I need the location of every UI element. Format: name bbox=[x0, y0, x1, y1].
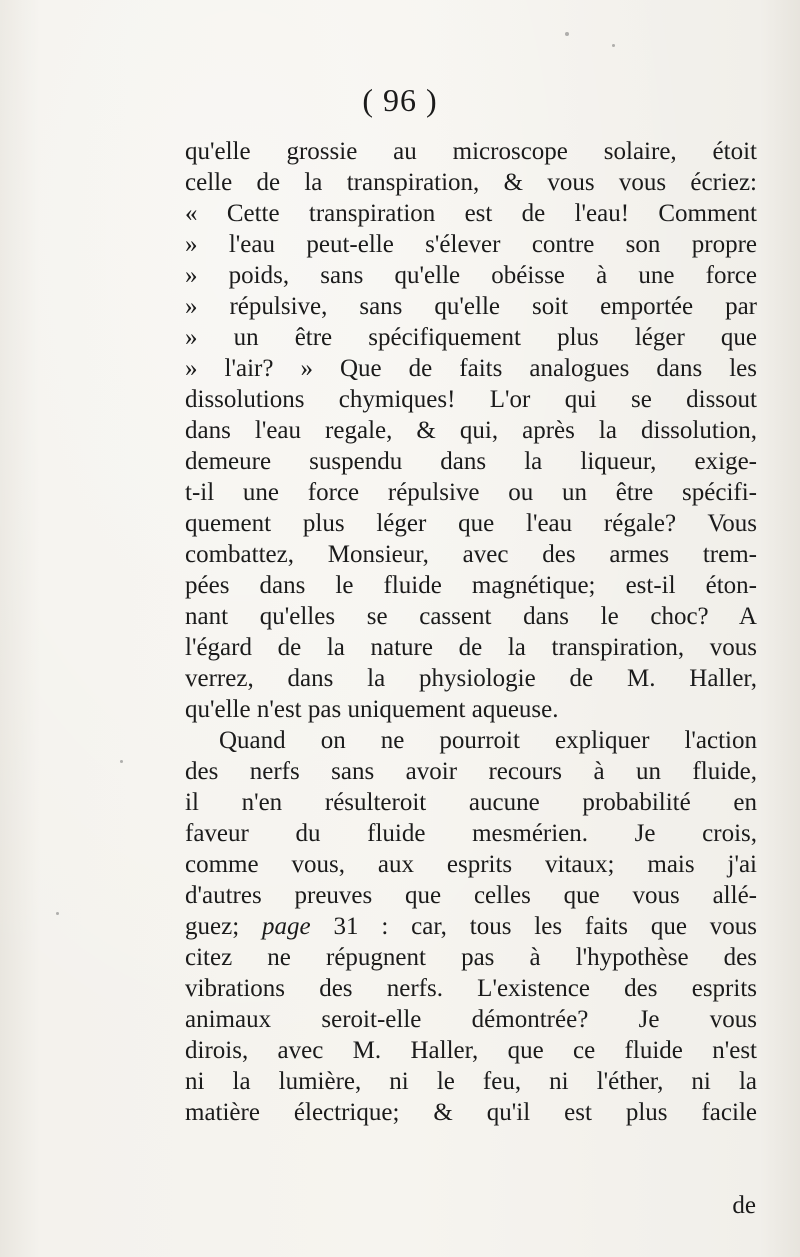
text-line: demeure suspendu dans la liqueur, exige- bbox=[185, 448, 757, 475]
text-line: citez ne répugnent pas à l'hypothèse des bbox=[185, 944, 757, 971]
text-line: dirois, avec M. Haller, que ce fluide n'est bbox=[185, 1037, 757, 1064]
text-line: qu'elle n'est pas uniquement aqueuse. bbox=[185, 696, 559, 723]
text-line: ni la lumière, ni le feu, ni l'éther, ni la bbox=[185, 1068, 757, 1095]
catchword: de bbox=[732, 1192, 756, 1219]
text-line: guez; page 31 : car, tous les faits que vous bbox=[185, 913, 757, 940]
text-line: il n'en résulteroit aucune probabilité en bbox=[185, 789, 757, 816]
text-line: des nerfs sans avoir recours à un fluide, bbox=[185, 758, 757, 785]
text-line: » l'air? » Que de faits analogues dans les bbox=[185, 355, 757, 382]
text-line: « Cette transpiration est de l'eau! Comment bbox=[185, 200, 757, 227]
text-line: faveur du fluide mesmérien. Je crois, bbox=[185, 820, 757, 847]
text-line: t-il une force répulsive ou un être spécifi- bbox=[185, 479, 757, 506]
text-line: dans l'eau regale, & qui, après la dissolution, bbox=[185, 417, 757, 444]
page-number: ( 96 ) bbox=[362, 82, 438, 118]
text-line: matière électrique; & qu'il est plus facile bbox=[185, 1099, 757, 1126]
text-line: verrez, dans la physiologie de M. Haller, bbox=[185, 665, 757, 692]
text-line: dissolutions chymiques! L'or qui se dissout bbox=[185, 386, 757, 413]
ink-speck bbox=[120, 760, 123, 763]
italic-word: page bbox=[262, 913, 311, 940]
text-line: animaux seroit-elle démontrée? Je vous bbox=[185, 1006, 757, 1033]
text-line: Quand on ne pourroit expliquer l'action bbox=[219, 727, 757, 754]
text-line: combattez, Monsieur, avec des armes trem- bbox=[185, 541, 757, 568]
text-line: quement plus léger que l'eau régale? Vous bbox=[185, 510, 757, 537]
text-line: » poids, sans qu'elle obéisse à une force bbox=[185, 262, 757, 289]
ink-speck bbox=[565, 32, 569, 36]
text-line: » répulsive, sans qu'elle soit emportée par bbox=[185, 293, 757, 320]
body-text bbox=[185, 136, 757, 1128]
text-line: » l'eau peut-elle s'élever contre son propre bbox=[185, 231, 757, 258]
ink-speck bbox=[56, 912, 59, 915]
text-line: vibrations des nerfs. L'existence des esprits bbox=[185, 975, 757, 1002]
text-line: nant qu'elles se cassent dans le choc? A bbox=[185, 603, 757, 630]
text-line: » un être spécifiquement plus léger que bbox=[185, 324, 757, 351]
text-line: l'égard de la nature de la transpiration, vous bbox=[185, 634, 757, 661]
text-line: d'autres preuves que celles que vous allé- bbox=[185, 882, 757, 909]
text-line: comme vous, aux esprits vitaux; mais j'ai bbox=[185, 851, 757, 878]
text-line: celle de la transpiration, & vous vous écriez: bbox=[185, 169, 757, 196]
text-line: pées dans le fluide magnétique; est-il éton- bbox=[185, 572, 757, 599]
ink-speck bbox=[612, 44, 615, 47]
text-line: qu'elle grossie au microscope solaire, étoit bbox=[185, 138, 757, 165]
